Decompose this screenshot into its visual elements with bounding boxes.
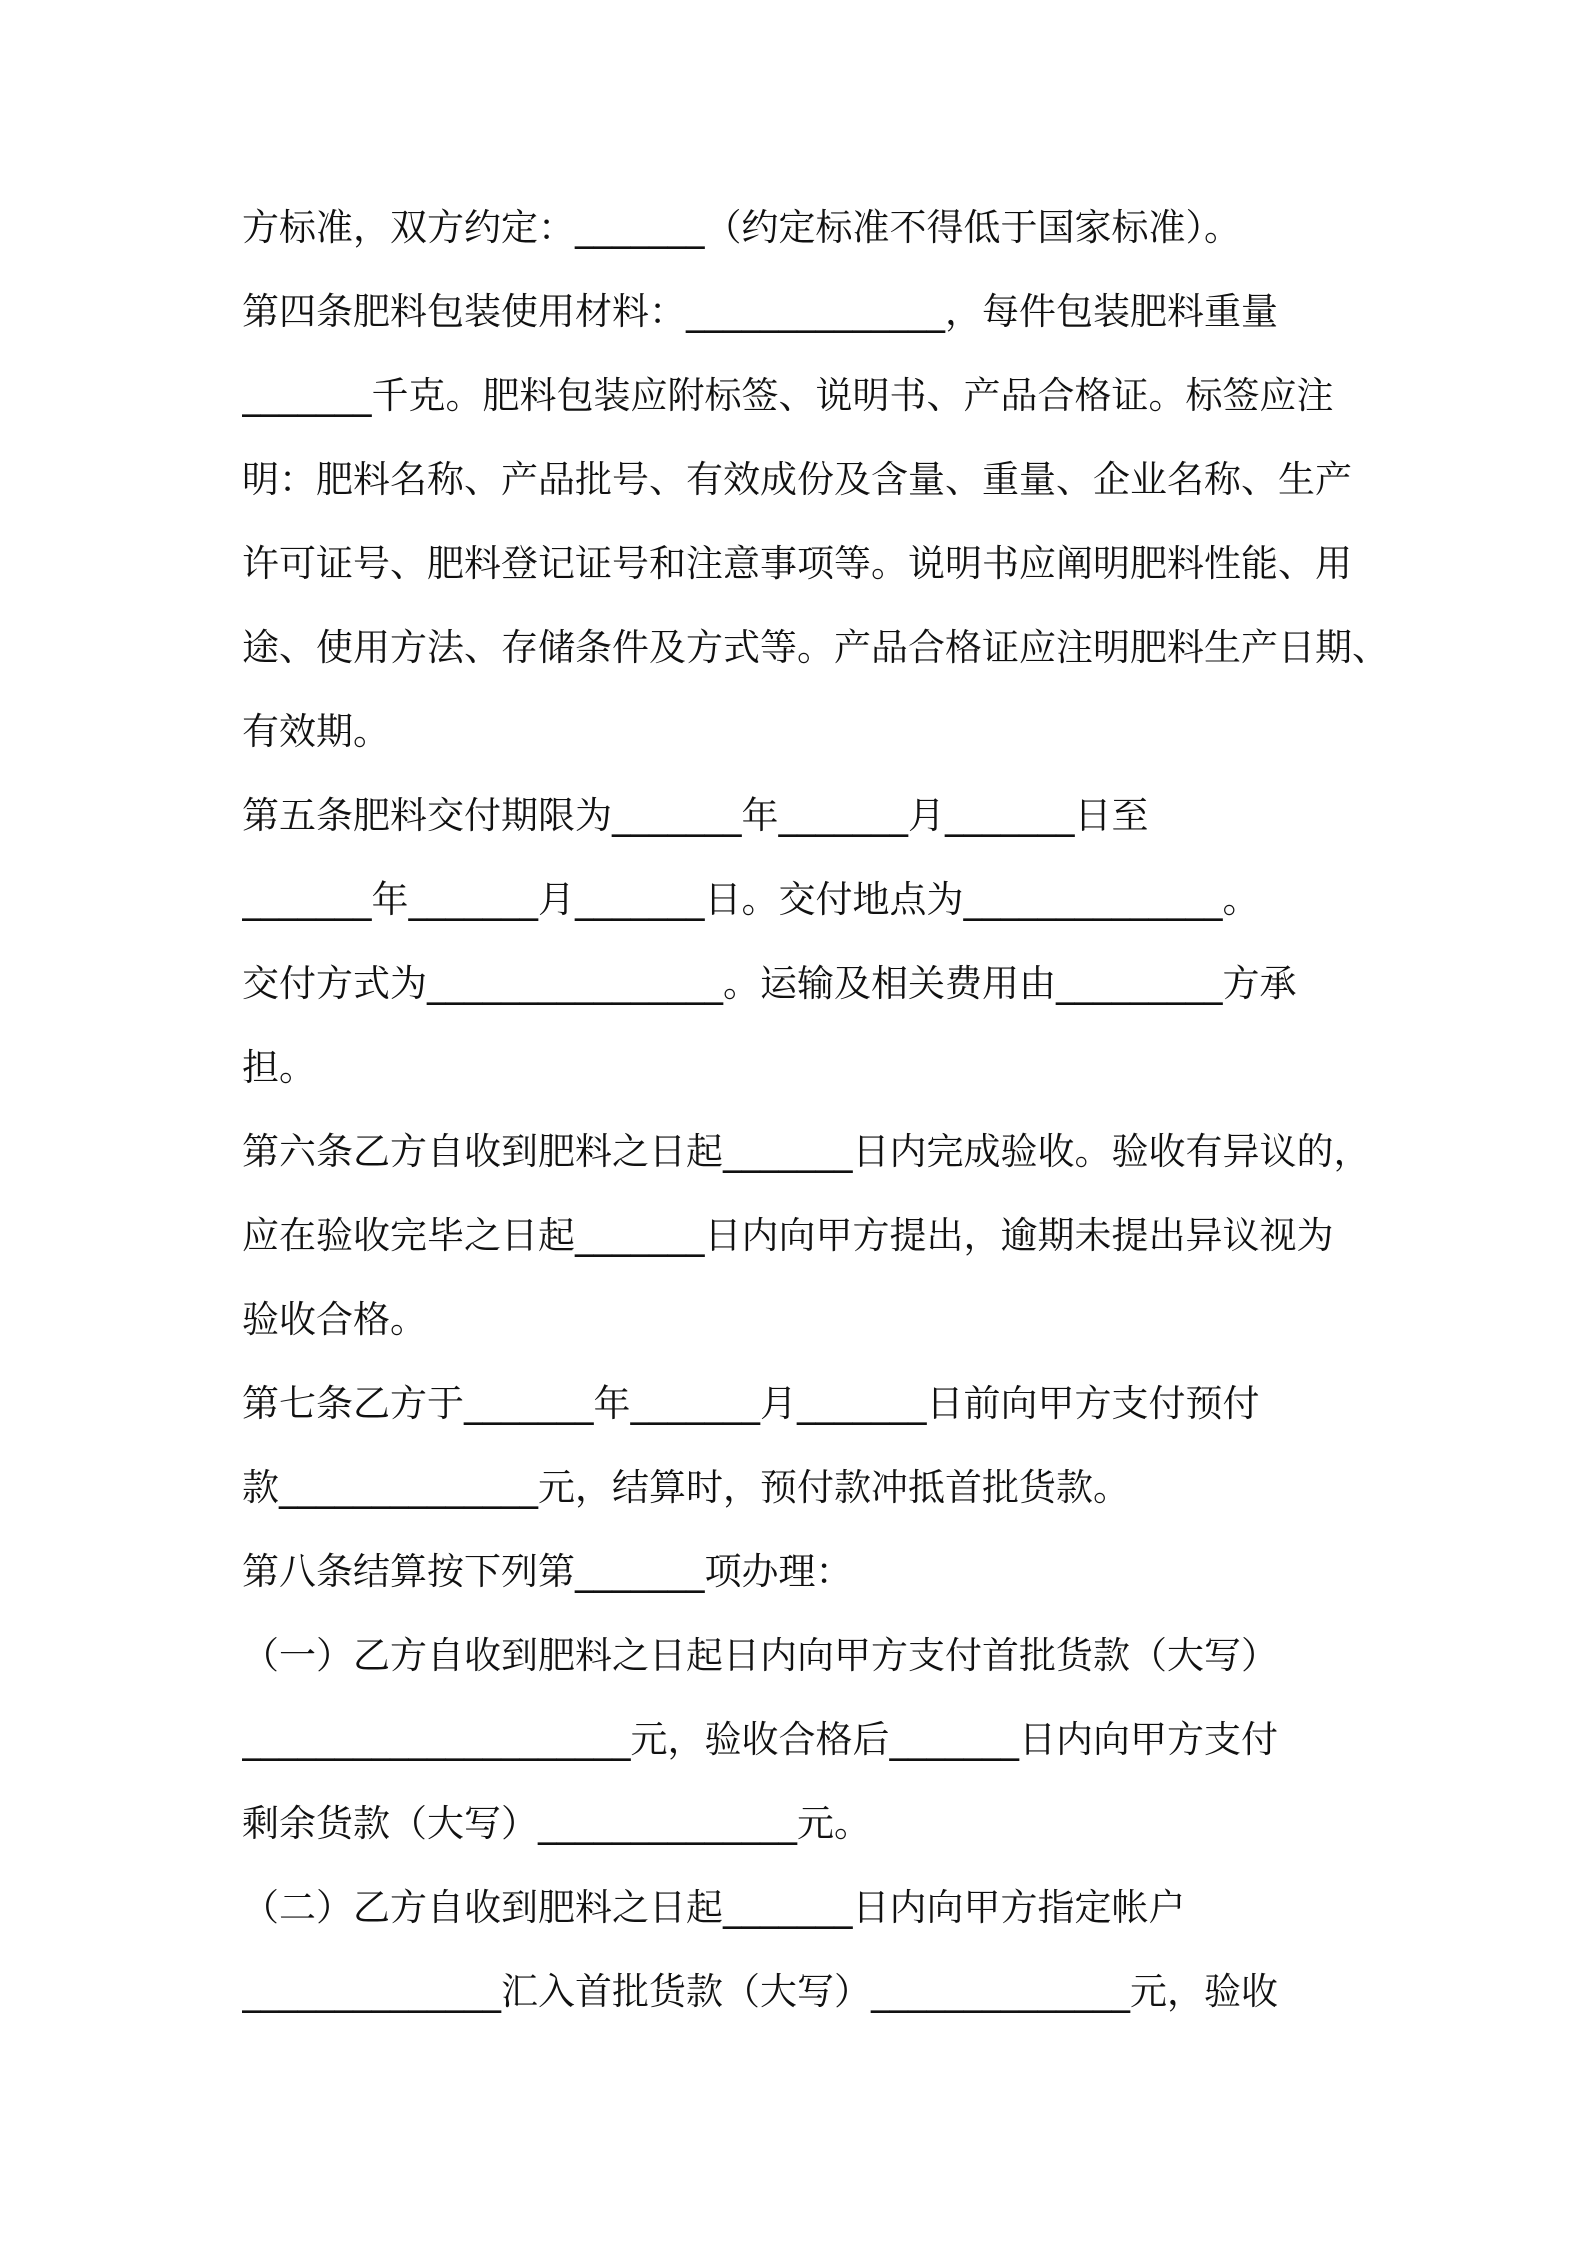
text-line: 第四条肥料包装使用材料：______________，每件包装肥料重量 <box>242 290 1278 333</box>
text-line: 许可证号、肥料登记证号和注意事项等。说明书应阐明肥料性能、用 <box>242 542 1352 585</box>
text-line: ______________汇入首批货款（大写）______________元，验收 <box>242 1970 1278 2013</box>
text-line: 第七条乙方于_______年_______月_______日前向甲方支付预付 <box>242 1382 1260 1425</box>
text-line: 剩余货款（大写）______________元。 <box>242 1802 871 1845</box>
text-line: 第六条乙方自收到肥料之日起_______日内完成验收。验收有异议的， <box>242 1130 1371 1173</box>
text-line: _______年_______月_______日。交付地点为______________。 <box>242 878 1260 921</box>
text-line: 验收合格。 <box>242 1298 427 1341</box>
text-line: 途、使用方法、存储条件及方式等。产品合格证应注明肥料生产日期、 <box>242 626 1389 669</box>
text-line: 明：肥料名称、产品批号、有效成份及含量、重量、企业名称、生产 <box>242 458 1352 501</box>
text-line: 交付方式为________________。运输及相关费用由_________方承 <box>242 962 1297 1005</box>
text-line: 款______________元，结算时，预付款冲抵首批货款。 <box>242 1466 1130 1509</box>
contract-text <box>242 198 1392 2046</box>
text-line: （一）乙方自收到肥料之日起日内向甲方支付首批货款（大写） <box>242 1634 1278 1677</box>
text-line: （二）乙方自收到肥料之日起_______日内向甲方指定帐户 <box>242 1886 1186 1929</box>
text-line: 担。 <box>242 1046 316 1089</box>
text-line: 第八条结算按下列第_______项办理： <box>242 1550 853 1593</box>
text-line: _____________________元，验收合格后_______日内向甲方支付 <box>242 1718 1278 1761</box>
text-line: 应在验收完毕之日起_______日内向甲方提出，逾期未提出异议视为 <box>242 1214 1334 1257</box>
text-line: 有效期。 <box>242 710 390 753</box>
text-line: 方标准，双方约定：_______（约定标准不得低于国家标准）。 <box>242 206 1241 249</box>
text-line: 第五条肥料交付期限为_______年_______月_______日至 <box>242 794 1149 837</box>
text-line: _______千克。肥料包装应附标签、说明书、产品合格证。标签应注 <box>242 374 1334 417</box>
